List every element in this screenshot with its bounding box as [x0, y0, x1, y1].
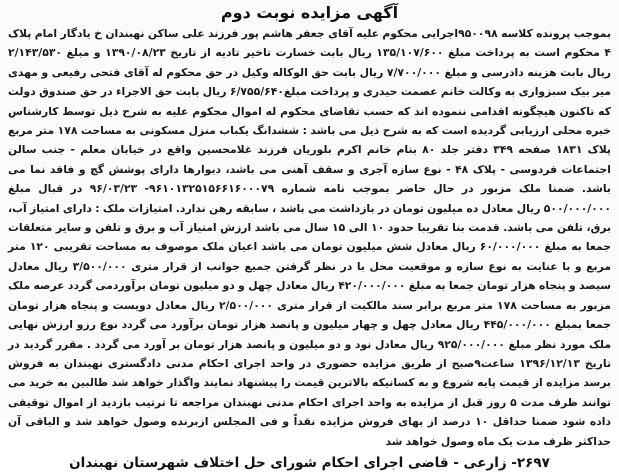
- notice-title: آگهی مزایده نوبت دوم: [220, 3, 399, 22]
- notice-body: بموجب پرونده کلاسه ۹۵۰۰۹۸اجرایی محکوم علیه آقای جعفر هاشم پور فرزند علی ساکن نهبندان خ یادگار امام پلاک ۴ محکوم است به پرداخت مبلغ ۱۳۵/۱۰۷/۶۰۰ ریال بابت خسارت تاخیر تادیه از تاریخ ۱۳۹۰/۰۸/۲۳ و مبلغ ۲/۱۴۳/۵۳۰ ریال بابت هزینه دادرسی و مبلغ ۷/۷۰۰/۰۰۰ ریال بابت حق الوکاله وکیل در حق محکوم له آقای فتحی رفیعی و مهدی میر بیک سبزواری به وکالت خانم عصمت حیدری و پرداخت مبلغ۶/۷۵۵/۶۴۰ ریال بابت حق الاجراء در حق صندوق دولت که تاکنون هیچگونه اقدامی ننموده اند که حسب تقاضای محکوم له اموال محکوم علیه به شرح ذیل توسط کارشناس خبره محلی ارزیابی گردیده است که به شرح ذیل می باشد : ششدانگ یکباب منزل مسکونی به مساحت ۱۷۸ متر مربع پلاک ۱۸۳۱ صفحه ۳۴۹ دفتر جلد ۸۰ بنام خانم اکرم بلوریان فرزند غلامحسین واقع در خیابان معلم - جنب سالن اجتماعات فردوسی - پلاک ۴۸ - نوع سازه آجری و سقف آهنی می باشد، دیوارها دارای پوشش گچ و فاقد نما می باشد. ضمنا ملک مزبور در حال حاضر بموجب نامه شماره ۹۶۱۰۱۳۲۵۱۵۶۶۱۶۰۰۰۷۹- ۹۶/۰۳/۲۳ در قبال مبلغ ۵۰۰/۰۰۰/۰۰۰ ریال معادل ده میلیون تومان در بازداشت می باشد ، سابقه رهن ندارد. امتیازات ملک : دارای امتیاز آب، برق، تلفن می باشد. قدمت بنا تقریبا حدود ۱۰ الی ۱۵ سال می باشد ارزش امتیاز آب و برق و تلفن و سایر متعلقات جمعا به مبلغ ۶۰/۰۰۰/۰۰۰ ریال معادل شش میلیون تومان می باشد اعیان ملک موصوف به مساحت تقریبی ۱۲۰ متر مربع و با عنایت به نوع سازه و موقعیت محل با در نظر گرفتن جمیع جوانب از قرار متری ۳/۵۰۰/۰۰۰ ریال معادل سیصد و پنجاه هزار تومان جمعا به مبلغ ۴۲۰/۰۰۰/۰۰۰ ریال معادل چهل و دو میلیون تومان برآوردمی گردد عرصه ملک مزبور به مساحت ۱۷۸ متر مربع برابر سند مالکیت از قرار متری ۲/۵۰۰/۰۰۰ ریال معادل دویست و پنجاه هزار تومان جمعا بمبلغ ۴۴۵/۰۰۰/۰۰۰ ریال معادل چهل و چهار میلیون و پانصد هزار تومان برآورد می گردد نوع رزو ارزش نهایی ملک مورد نظر مبلغ ۹۲۵/۰۰۰/۰۰۰ ریال معادل نود و دو میلیون و پانصد هزار تومان بر آورد می گردد . مقرر گردید در تاریخ ۱۳۹۶/۱۲/۱۳ ساعت۹صبح از طریق مزایده حضوری در واحد اجرای احکام مدنی دادگستری نهبندان به فروش برسد مزایده از قیمت پایه شروع و به کسانیکه بالاترین قیمت را پیشنهاد نمایند واگذار خواهد شد طالبین به خرید می توانند ظرف مدت ۵ روز قبل از مزایده به واحد اجرای احکام مدنی نهبندان مراجعه تا ترتیب بازدید از اموال توقیفی داده شود ضمنا حداقل ۱۰ درصد از بهای فروش مزایده نقداً و فی المجلس ازبرنده وصول خواهد شد و الباقی آن حداکثر ظرف مدت یک ماه وصول خواهد شد: [8, 27, 612, 448]
- notice-signature: ۲۶۹۷- زارعی - قاضی اجرای احکام شورای حل اختلاف شهرستان نهبندان: [69, 454, 550, 471]
